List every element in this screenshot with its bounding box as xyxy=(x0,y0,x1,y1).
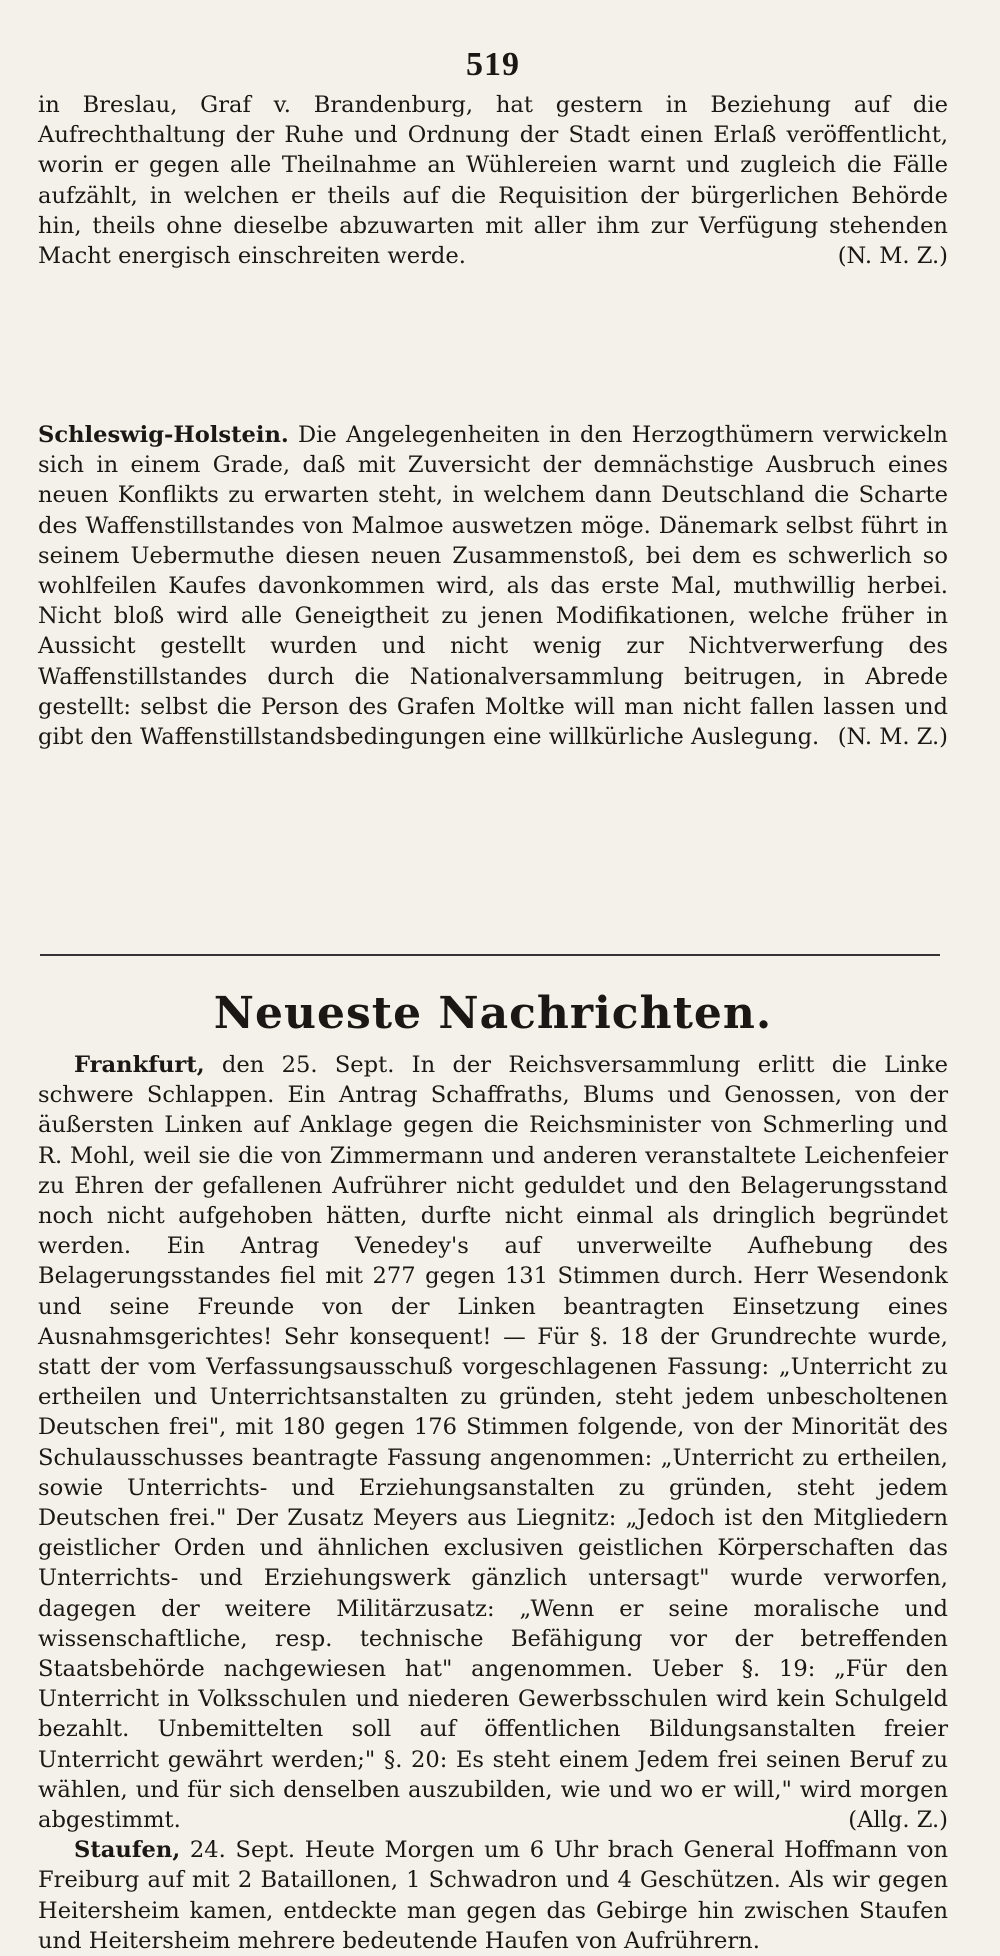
article-breslau xyxy=(38,90,948,420)
article-schleswig-holstein xyxy=(38,420,948,932)
article-text: in Breslau, Graf v. Brandenburg, hat gestern in Beziehung auf die Aufrechthaltung der Ruhe und Ordnung der Stadt einen Erlaß veröffentlicht, worin er gegen alle Theilnahme an Wühlereien warnt und zugleich die Fälle aufzählt, in welchen er theils auf die Requisition der bürgerlichen Behörde hin, theils ohne dieselbe abzuwarten mit aller ihm zur Verfügung stehenden Macht energisch einschreiten werde. xyxy=(38,92,948,270)
article-staufen xyxy=(38,1835,948,1956)
article-text: den 25. Sept. In der Reichsversammlung erlitt die Linke schwere Schlappen. Ein Antrag Schaffraths, Blums und Genossen, von der äußersten Linken auf Anklage gegen die Reichsminister von Schmerling und R. Mohl, weil sie die von Zimmermann und anderen veranstaltete Leichenfeier zu Ehren der gefallenen Aufrührer nicht geduldet und den Belagerungsstand noch nicht aufgehoben hätten, durfte nicht einmal als dringlich begründet werden. Ein Antrag Venedey's auf unverweilte Aufhebung des Belagerungsstandes fiel mit 277 gegen 131 Stimmen durch. Herr Wesendonk und seine Freunde von der Linken beantragten Einsetzung eines Ausnahmsgerichtes! Sehr konsequent! — Für §. 18 der Grundrechte wurde, statt der vom Verfassungsausschuß vorgeschlagenen Fassung: „Unterricht zu ertheilen und Unterrichtsanstalten zu gründen, steht jedem unbescholtenen Deutschen frei", mit 180 gegen 176 Stimmen folgende, von der Minorität des Schulausschusses beantragte Fassung angenommen: „Unterricht zu ertheilen, sowie Unterrichts- und Erziehungsanstalten zu gründen, steht jedem Deutschen frei." Der Zusatz Meyers aus Liegnitz: „Jedoch ist den Mitgliedern geistlicher Orden und ähnlichen exclusiven geistlichen Körperschaften das Unterrichts- und Erziehungswerk gänzlich untersagt" wurde verworfen, dagegen der weitere Militärzusatz: „Wenn er seine moralische und wissenschaftliche, resp. technische Befähigung vor der betreffenden Staatsbehörde nachgewiesen hat" angenommen. Ueber §. 19: „Für den Unterricht in Volksschulen und niederen Gewerbsschulen wird kein Schulgeld bezahlt. Unbemittelten soll auf öffentlichen Bildungsanstalten freier Unterricht gewährt werden;" §. 20: Es steht einem Jedem frei seinen Beruf zu wählen, und für sich denselben auszubilden, wie und wo er will," wird morgen abgestimmt. xyxy=(38,1052,948,1834)
article-text: 24. Sept. Heute Morgen um 6 Uhr brach General Hoffmann von Freiburg auf mit 2 Bataillonen, 1 Schwadron und 4 Geschützen. Als wir gegen Heitersheim kamen, entdeckte man gegen das Gebirge hin zwischen Staufen und Heitersheim mehrere bedeutende Haufen von Aufrührern. xyxy=(38,1837,948,1954)
article-text: Die Angelegenheiten in den Herzogthümern verwickeln sich in einem Grade, daß mit Zuversicht der demnächstige Ausbruch eines neuen Konflikts zu erwarten steht, in welchem dann Deutschland die Scharte des Waffenstillstandes von Malmoe auswetzen möge. Dänemark selbst führt in seinem Uebermuthe diesen neuen Zusammenstoß, bei dem es schwerlich so wohlfeilen Kaufes davonkommen wird, als das erste Mal, muthwillig herbei. Nicht bloß wird alle Geneigtheit zu jenen Modifikationen, welche früher in Aussicht gestellt wurden und nicht wenig zur Nichtverwerfung des Waffenstillstandes durch die Nationalversammlung beitrugen, in Abrede gestellt: selbst die Person des Grafen Moltke will man nicht fallen lassen und gibt den Waffenstillstandsbedingungen eine willkürliche Auslegung. xyxy=(38,422,948,751)
section-divider xyxy=(40,954,940,956)
article-dateline: Schleswig-Holstein. xyxy=(38,422,289,448)
article-dateline: Staufen, xyxy=(74,1837,181,1864)
article-source: (Allg. Z.) xyxy=(848,1807,948,1834)
article-frankfurt xyxy=(38,1050,948,1835)
article-source: (N. M. Z.) xyxy=(837,724,948,751)
section-heading: Neueste Nachrichten. xyxy=(213,988,773,1039)
article-dateline: Frankfurt, xyxy=(74,1052,205,1078)
article-source: (N. M. Z.) xyxy=(837,243,948,270)
page-number: 519 xyxy=(466,46,520,83)
